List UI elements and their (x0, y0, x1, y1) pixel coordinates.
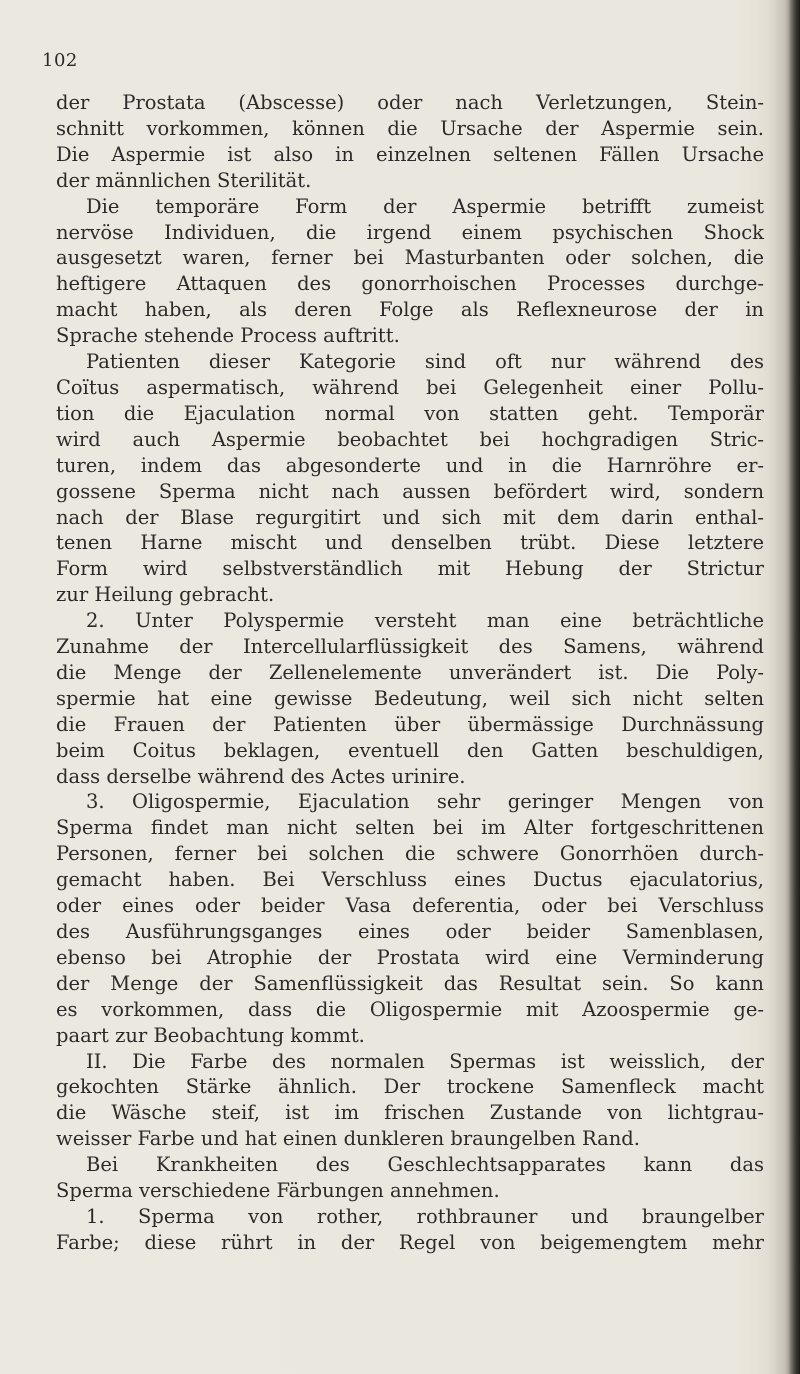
text-line: tenen Harne mischt und denselben trübt. Diese letztere (56, 531, 764, 555)
text-line: spermie hat eine gewisse Bedeutung, weil sich nicht selten (56, 686, 764, 710)
text-line: dass derselbe während des Actes urinire. (56, 764, 466, 788)
page-edge-shadow (788, 0, 800, 1374)
text-line: gossene Sperma nicht nach aussen befördert wird, sondern (56, 479, 764, 503)
text-line: Die Aspermie ist also in einzelnen seltenen Fällen Ursache (56, 142, 764, 166)
paragraph-7 (56, 1152, 764, 1204)
text-line: schnitt vorkommen, können die Ursache der Aspermie sein. (56, 116, 764, 140)
text-line: weisser Farbe und hat einen dunkleren braungelben Rand. (56, 1127, 640, 1151)
text-line: tion die Ejaculation normal von statten geht. Temporär (56, 401, 764, 425)
text-line: Patienten dieser Kategorie sind oft nur während des (86, 350, 764, 374)
text-line: der Prostata (Abscesse) oder nach Verletzungen, Stein- (56, 91, 764, 114)
text-line: gekochten Stärke ähnlich. Der trockene Samenfleck macht (56, 1075, 764, 1099)
paragraph-5 (56, 789, 764, 1048)
paragraph-3 (56, 349, 764, 608)
text-line: heftigere Attaquen des gonorrhoischen Processes durchge- (56, 272, 764, 296)
text-line: beim Coitus beklagen, eventuell den Gatten beschuldigen, (56, 738, 764, 762)
text-line: oder eines oder beider Vasa deferentia, oder bei Verschluss (56, 894, 764, 918)
paragraph-6 (56, 1049, 764, 1153)
text-line: Sperma verschiedene Färbungen annehmen. (56, 1179, 500, 1203)
text-line: der Menge der Samenflüssigkeit das Resultat sein. So kann (56, 971, 764, 995)
text-line: Form wird selbstverständlich mit Hebung der Strictur (56, 557, 764, 581)
text-line: Personen, ferner bei solchen die schwere Gonorrhöen durch- (56, 842, 764, 866)
text-line: es vorkommen, dass die Oligospermie mit Azoospermie ge- (56, 997, 764, 1021)
text-line: 3. Oligospermie, Ejaculation sehr geringer Mengen von (86, 790, 764, 814)
paragraph-4 (56, 608, 764, 789)
text-line: ebenso bei Atrophie der Prostata wird eine Verminderung (56, 945, 764, 969)
paragraph-1 (56, 90, 764, 194)
text-line: nervöse Individuen, die irgend einem psychischen Shock (56, 220, 764, 244)
text-line: die Menge der Zellenelemente unverändert ist. Die Poly- (56, 660, 764, 684)
text-line: turen, indem das abgesonderte und in die Harnröhre er- (56, 453, 764, 477)
text-line: nach der Blase regurgitirt und sich mit dem darin enthal- (56, 505, 764, 529)
paragraph-2 (56, 194, 764, 349)
text-line: 2. Unter Polyspermie versteht man eine beträchtliche (86, 609, 764, 633)
page-number: 102 (42, 50, 78, 71)
text-line: gemacht haben. Bei Verschluss eines Ductus ejaculatorius, (56, 868, 764, 892)
text-line: Die temporäre Form der Aspermie betrifft zumeist (86, 194, 764, 218)
text-line: 1. Sperma von rother, rothbrauner und braungelber (86, 1204, 764, 1228)
text-line: ausgesetzt waren, ferner bei Masturbanten oder solchen, die (56, 246, 764, 270)
text-line: zur Heilung gebracht. (56, 583, 275, 607)
text-line: wird auch Aspermie beobachtet bei hochgradigen Stric- (56, 427, 764, 451)
text-line: II. Die Farbe des normalen Spermas ist weisslich, der (86, 1049, 764, 1073)
text-line: Bei Krankheiten des Geschlechtsapparates kann das (86, 1153, 764, 1177)
text-line: des Ausführungsganges eines oder beider Samenblasen, (56, 920, 764, 943)
text-line: die Frauen der Patienten über übermässige Durchnässung (56, 712, 764, 736)
text-line: Sperma findet man nicht selten bei im Alter fortgeschrittenen (56, 816, 764, 840)
text-line: Farbe; diese rührt in der Regel von beigemengtem mehr (56, 1230, 764, 1254)
text-line: Sprache stehende Process auftritt. (56, 324, 400, 348)
text-line: die Wäsche steif, ist im frischen Zustande von lichtgrau- (56, 1101, 764, 1125)
text-line: Coïtus aspermatisch, während bei Gelegenheit einer Pollu- (56, 375, 764, 399)
paragraph-8 (56, 1204, 764, 1256)
body-text (56, 90, 764, 1256)
text-line: der männlichen Sterilität. (56, 168, 312, 192)
text-line: Zunahme der Intercellularflüssigkeit des Samens, während (56, 635, 764, 659)
text-line: paart zur Beobachtung kommt. (56, 1023, 365, 1047)
text-line: macht haben, als deren Folge als Reflexneurose der in (56, 298, 764, 322)
